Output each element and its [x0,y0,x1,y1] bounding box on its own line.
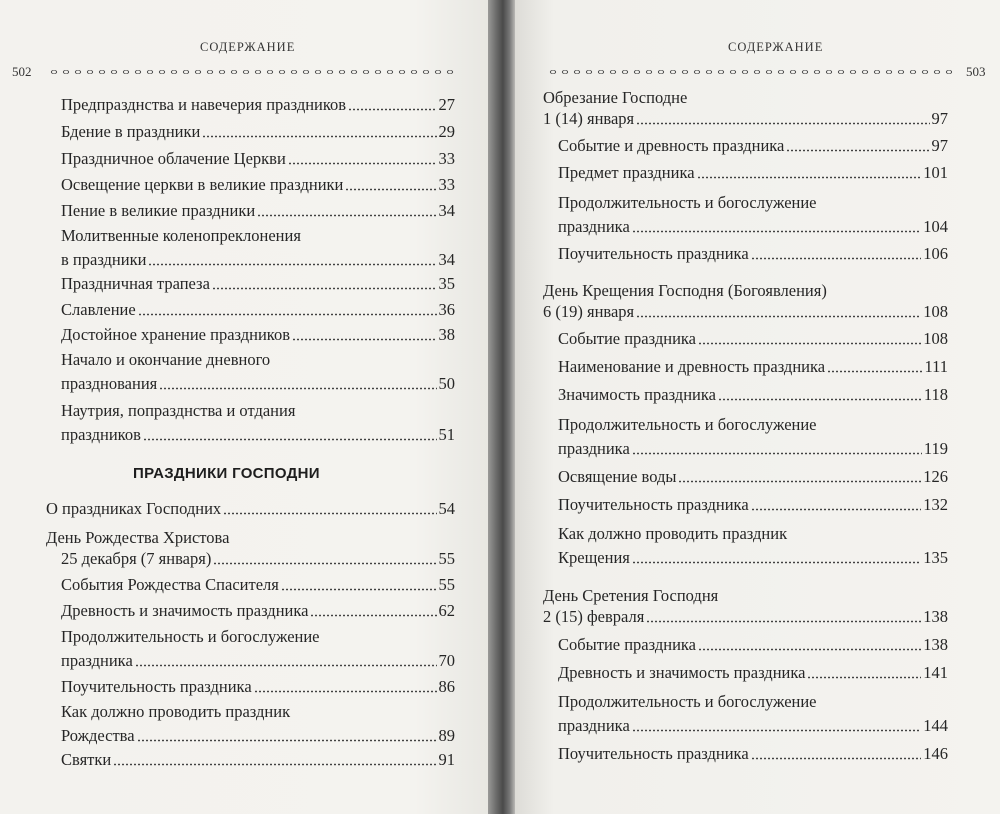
leader-dots [254,679,437,693]
toc-entry[interactable]: 6 (19) января 108 [543,300,948,324]
toc-page: 118 [923,385,948,404]
leader-dots [632,718,921,732]
toc-entry[interactable]: Освящение воды 126 [558,465,948,489]
toc-page: 119 [923,439,948,458]
toc-page: 108 [923,329,948,348]
toc-entry[interactable]: Освещение церкви в великие праздники 33 [61,173,455,197]
leader-dots [345,177,436,191]
toc-entry[interactable]: Поучительность праздника 146 [558,742,948,766]
toc-entry[interactable]: Наутрия, попразднства и отдания праздников 51 [61,399,455,447]
toc-page: 86 [438,677,455,696]
leader-dots [310,603,436,617]
toc-entry[interactable]: Как должно проводить праздник Крещения 135 [558,522,948,570]
toc-entry[interactable]: Святки 91 [61,748,455,772]
toc-entry[interactable]: Праздничное облачение Церкви 33 [61,147,455,171]
toc-page: 108 [923,302,948,321]
toc-page: 33 [438,175,455,194]
leader-dots [348,97,436,111]
toc-page: 104 [923,217,948,236]
toc-entry[interactable]: Продолжительность и богослужение праздника 119 [558,413,948,461]
toc-entry[interactable]: Поучительность праздника 86 [61,675,455,699]
running-head: СОДЕРЖАНИЕ [200,40,296,54]
toc-page: 29 [438,122,455,141]
toc-entry[interactable]: Достойное хранение праздников 38 [61,323,455,347]
leader-dots [646,609,921,623]
toc-page: 36 [438,300,455,319]
toc-entry[interactable]: Продолжительность и богослужение праздника 104 [558,191,948,239]
leader-dots [698,637,921,651]
leader-dots [786,138,929,152]
leader-dots [636,304,921,318]
toc-page: 146 [923,744,948,763]
toc-page: 55 [438,575,455,594]
toc-page: 144 [923,716,948,735]
toc-section-title[interactable]: День Крещения Господня (Богоявления) [543,281,827,300]
toc-page: 54 [438,499,455,518]
toc-page: 138 [923,607,948,626]
toc-section-title[interactable]: День Рождества Христова [46,528,230,547]
leader-dots [751,497,922,511]
leader-dots [113,752,436,766]
toc-page: 70 [438,651,455,670]
toc-page: 135 [923,548,948,567]
leader-dots [827,359,922,373]
toc-page: 91 [438,750,455,769]
toc-entry[interactable]: 25 декабря (7 января) 55 [61,547,455,571]
toc-page: 126 [923,467,948,486]
leader-dots [212,276,437,290]
toc-entry[interactable]: Древность и значимость праздника 141 [558,661,948,685]
toc-page: 132 [923,495,948,514]
toc-entry[interactable]: Праздничная трапеза 35 [61,272,455,296]
leader-dots [138,302,437,316]
toc-page: 34 [438,250,455,269]
ornamental-rule [547,67,952,77]
toc-page: 101 [923,163,948,182]
leader-dots [632,441,922,455]
toc-page: 33 [438,149,455,168]
toc-entry[interactable]: О праздниках Господних 54 [46,497,455,521]
toc-entry[interactable]: Поучительность праздника 132 [558,493,948,517]
toc-page: 35 [438,274,455,293]
toc-page: 38 [438,325,455,344]
leader-dots [143,427,437,441]
leader-dots [751,746,922,760]
toc-page: 106 [923,244,948,263]
page-number: 503 [966,64,986,79]
leader-dots [135,653,437,667]
leader-dots [288,151,437,165]
leader-dots [223,501,436,515]
leader-dots [636,111,929,125]
toc-entry[interactable]: События Рождества Спасителя 55 [61,573,455,597]
leader-dots [137,728,437,742]
toc-entry[interactable]: Предпразднства и навечерия праздников 27 [61,93,455,117]
toc-page: 55 [438,549,455,568]
leader-dots [159,376,436,390]
toc-page: 89 [438,726,455,745]
toc-entry[interactable]: Пение в великие праздники 34 [61,199,455,223]
toc-page: 50 [438,374,455,393]
leader-dots [632,219,921,233]
toc-entry[interactable]: Предмет праздника 101 [558,161,948,185]
toc-page: 138 [923,635,948,654]
toc-page: 34 [438,201,455,220]
toc-entry[interactable]: Наименование и древность праздника 111 [558,355,948,379]
leader-dots [292,327,436,341]
toc-page: 51 [438,425,455,444]
toc-page: 62 [438,601,455,620]
leader-dots [281,577,437,591]
toc-entry[interactable]: Бдение в праздники 29 [61,120,455,144]
right-page [515,0,1000,814]
toc-entry[interactable]: Поучительность праздника 106 [558,242,948,266]
section-heading: ПРАЗДНИКИ ГОСПОДНИ [133,465,320,482]
toc-entry[interactable]: Продолжительность и богослужение праздника 144 [558,690,948,738]
leader-dots [698,331,921,345]
toc-entry[interactable]: 1 (14) января 97 [543,107,948,131]
toc-entry[interactable]: Значимость праздника 118 [558,383,948,407]
toc-entry[interactable]: Славление 36 [61,298,455,322]
leader-dots [213,551,436,565]
leader-dots [807,665,921,679]
leader-dots [257,203,436,217]
toc-page: 97 [931,109,948,128]
toc-page: 97 [931,136,948,155]
toc-entry[interactable]: 2 (15) февраля 138 [543,605,948,629]
left-page [0,0,488,814]
leader-dots [148,252,436,266]
toc-entry[interactable]: Начало и окончание дневного празднования 50 [61,348,455,396]
page-number: 502 [12,64,32,79]
toc-entry[interactable]: Событие праздника 108 [558,327,948,351]
toc-entry[interactable]: Событие и древность праздника 97 [558,134,948,158]
toc-page: 27 [438,95,455,114]
leader-dots [202,124,436,138]
leader-dots [632,550,921,564]
toc-entry[interactable]: Древность и значимость праздника 62 [61,599,455,623]
ornamental-rule [48,67,454,77]
toc-entry[interactable]: Как должно проводить праздник Рождества 89 [61,700,455,748]
toc-page: 141 [923,663,948,682]
leader-dots [718,387,922,401]
toc-entry[interactable]: Продолжительность и богослужение праздника 70 [61,625,455,673]
leader-dots [678,469,921,483]
toc-section-title[interactable]: День Сретения Господня [543,586,719,605]
toc-entry[interactable]: Событие праздника 138 [558,633,948,657]
leader-dots [751,246,922,260]
toc-entry[interactable]: Молитвенные коленопреклонения в праздники 34 [61,224,455,272]
running-head: СОДЕРЖАНИЕ [728,40,824,54]
book-gutter [488,0,515,814]
toc-page: 111 [924,357,948,376]
leader-dots [697,165,922,179]
toc-section-title[interactable]: Обрезание Господне [543,88,688,107]
